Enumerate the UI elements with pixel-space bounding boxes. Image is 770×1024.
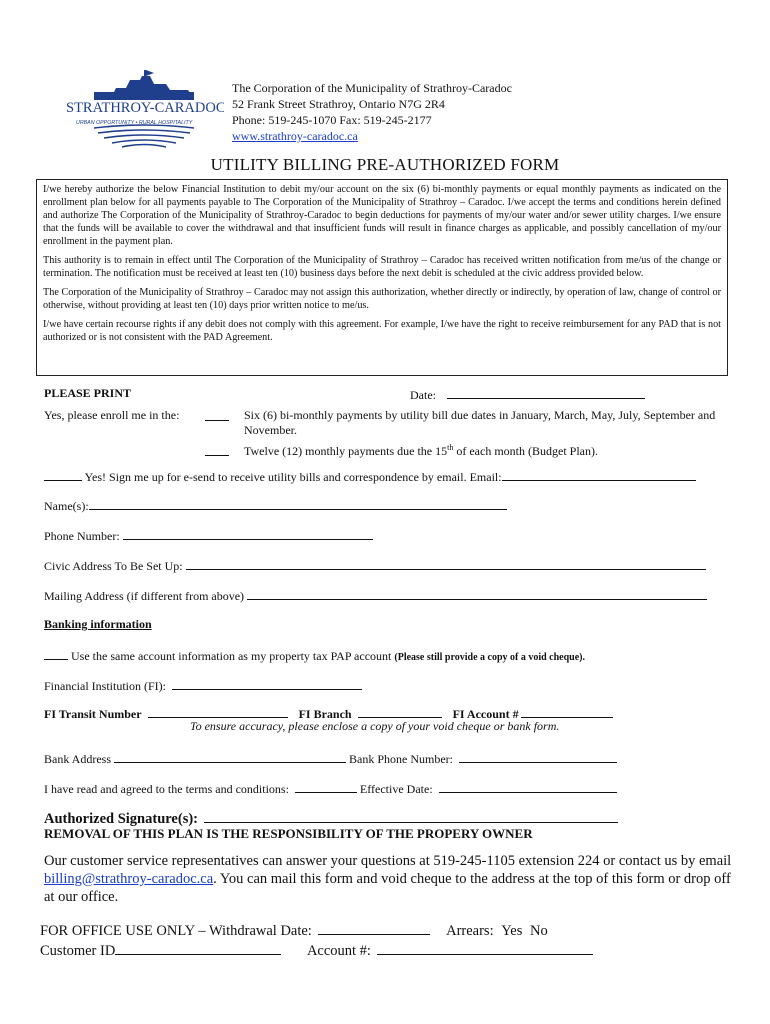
signature-row	[44, 808, 618, 828]
signature-label: Authorized Signature(s):	[44, 811, 198, 827]
option-six-payments-label: Six (6) bi-monthly payments by utility bill due dates in January, March, May, July, September and November.	[244, 408, 716, 437]
customer-id-label: Customer ID	[40, 943, 116, 959]
bank-address-label: Bank Address	[44, 752, 111, 766]
enroll-label: Yes, please enroll me in the:	[44, 408, 180, 422]
signature-input[interactable]	[204, 808, 618, 823]
effective-date-input[interactable]	[439, 780, 617, 793]
agreed-label: I have read and agreed to the terms and conditions:	[44, 782, 289, 796]
mailing-address-label: Mailing Address (if different from above)	[44, 589, 245, 603]
bank-phone-input[interactable]	[459, 750, 617, 763]
same-account-note: (Please still provide a copy of a void cheque).	[394, 652, 586, 663]
phone-label: Phone Number:	[44, 529, 120, 543]
option-twelve-payments-label	[244, 443, 598, 459]
esend-label: Yes! Sign me up for e-send to receive utility bills and correspondence by email. Email:	[84, 470, 502, 484]
office-row-1	[40, 920, 690, 940]
withdrawal-date-input[interactable]	[318, 920, 430, 935]
contact-text: Our customer service representatives can answer your questions at 519-245-1105 extension 224 or contact us by email	[44, 853, 732, 869]
option-six-payments-checkbox[interactable]	[205, 408, 229, 421]
removal-notice: REMOVAL OF THIS PLAN IS THE RESPONSIBILITY OF THE PROPERY OWNER	[44, 826, 533, 841]
logo-tagline: URBAN OPPORTUNITY • RURAL HOSPITALITY	[76, 120, 193, 126]
address-line-3: Phone: 519-245-1070 Fax: 519-245-2177	[232, 113, 432, 127]
date-input[interactable]	[447, 386, 645, 399]
banking-heading: Banking information	[44, 617, 152, 631]
agreed-input[interactable]	[295, 780, 357, 793]
fi-input[interactable]	[172, 677, 362, 690]
account-input[interactable]	[521, 705, 613, 718]
logo-wordmark: STRATHROY-CARADOC	[66, 100, 224, 116]
civic-address-label: Civic Address To Be Set Up:	[44, 559, 183, 573]
civic-address-row	[44, 557, 706, 574]
effective-date-label: Effective Date:	[359, 782, 433, 796]
branch-label: FI Branch	[298, 707, 352, 721]
transit-input[interactable]	[148, 705, 288, 718]
municipality-logo	[64, 62, 224, 152]
branch-input[interactable]	[358, 705, 442, 718]
municipality-address	[232, 80, 512, 144]
office-row-2	[40, 940, 690, 960]
form-title: UTILITY BILLING PRE-AUTHORIZED FORM	[210, 155, 560, 174]
customer-id-input[interactable]	[115, 940, 281, 955]
names-input[interactable]	[89, 497, 507, 510]
same-account-label: Use the same account information as my property tax PAP account	[71, 649, 392, 663]
terms-box	[36, 179, 728, 376]
date-label: Date:	[410, 388, 436, 402]
esend-row	[44, 468, 696, 485]
option-twelve-text: Twelve (12) monthly payments due the 15	[244, 444, 448, 458]
mailing-address-input[interactable]	[247, 587, 707, 600]
email-input[interactable]	[502, 468, 696, 481]
mailing-address-row	[44, 587, 707, 604]
contact-text-end: . You can mail this form and void cheque to the address at the top of this form or drop off at our office.	[44, 871, 731, 905]
terms-paragraph: I/we hereby authorize the below Financial Institution to debit my/our account on the six (6) bi-monthly payments or equal monthly payments as indicated on the enrollment plan below for all payments payable to The Corporation of the Municipality of Strathroy – Caradoc. I/we accept the terms and conditions herein defined and authorize The Corporation of the Municipality of Strathroy-Caradoc to begin deductions for payments of my/our water and/or sewer utility charges. I/we ensure that the funds will be available to cover the withdrawal and that insufficient funds will result in finance charges as applicable, and possibly cancellation of my/our enrollment in the payment plan.	[43, 184, 721, 247]
bank-address-row	[44, 750, 617, 767]
arrears-label: Arrears:	[446, 923, 494, 939]
agreement-row	[44, 780, 617, 797]
option-twelve-payments-checkbox[interactable]	[205, 443, 229, 456]
civic-address-input[interactable]	[186, 557, 706, 570]
bank-address-input[interactable]	[114, 750, 346, 763]
accuracy-note: To ensure accuracy, please enclose a copy of your void cheque or bank form.	[190, 719, 560, 733]
please-print-label: PLEASE PRINT	[44, 386, 132, 400]
withdrawal-date-label: FOR OFFICE USE ONLY – Withdrawal Date:	[40, 923, 312, 939]
transit-label: FI Transit Number	[44, 707, 142, 721]
terms-paragraph: The Corporation of the Municipality of Strathroy – Caradoc may not assign this authorization, whether directly or indirectly, by operation of law, change of control or otherwise, without providing at least ten (10) days prior written notice to me/us.	[43, 287, 721, 311]
address-line-2: 52 Frank Street Strathroy, Ontario N7G 2R4	[232, 97, 445, 111]
names-row	[44, 497, 507, 514]
website-link[interactable]: www.strathroy-caradoc.ca	[232, 129, 358, 143]
contact-paragraph	[44, 852, 734, 906]
phone-input[interactable]	[123, 527, 373, 540]
bank-phone-label: Bank Phone Number:	[349, 752, 453, 766]
same-account-row	[44, 647, 585, 664]
fi-row	[44, 677, 362, 694]
phone-row	[44, 527, 373, 544]
office-account-label: Account #:	[306, 943, 371, 959]
office-account-input[interactable]	[377, 940, 593, 955]
address-line-1: The Corporation of the Municipality of Strathroy-Caradoc	[232, 81, 512, 95]
arrears-yes[interactable]: Yes	[501, 923, 523, 939]
superscript-th: th	[447, 443, 454, 452]
fi-label: Financial Institution (FI):	[44, 679, 166, 693]
account-label: FI Account #	[452, 707, 519, 721]
option-twelve-text-end: of each month (Budget Plan).	[453, 444, 598, 458]
terms-paragraph: I/we have certain recourse rights if any debit does not comply with this agreement. For example, I/we have the right to receive reimbursement for any PAD that is not authorized or is not consistent with the PAD Agreement.	[43, 319, 721, 343]
arrears-no[interactable]: No	[529, 923, 548, 939]
esend-checkbox[interactable]	[44, 468, 82, 481]
billing-email-link[interactable]: billing@strathroy-caradoc.ca	[44, 871, 214, 887]
terms-paragraph: This authority is to remain in effect until The Corporation of the Municipality of Strathroy – Caradoc has received written notification from me/us of the change or termination. The notification must be received at least ten (10) business days before the next debit is scheduled at the civic address provided below.	[43, 255, 721, 279]
date-field-row	[410, 386, 645, 403]
same-account-checkbox[interactable]	[44, 647, 68, 660]
names-label: Name(s):	[44, 499, 89, 513]
office-use-box	[40, 920, 690, 960]
